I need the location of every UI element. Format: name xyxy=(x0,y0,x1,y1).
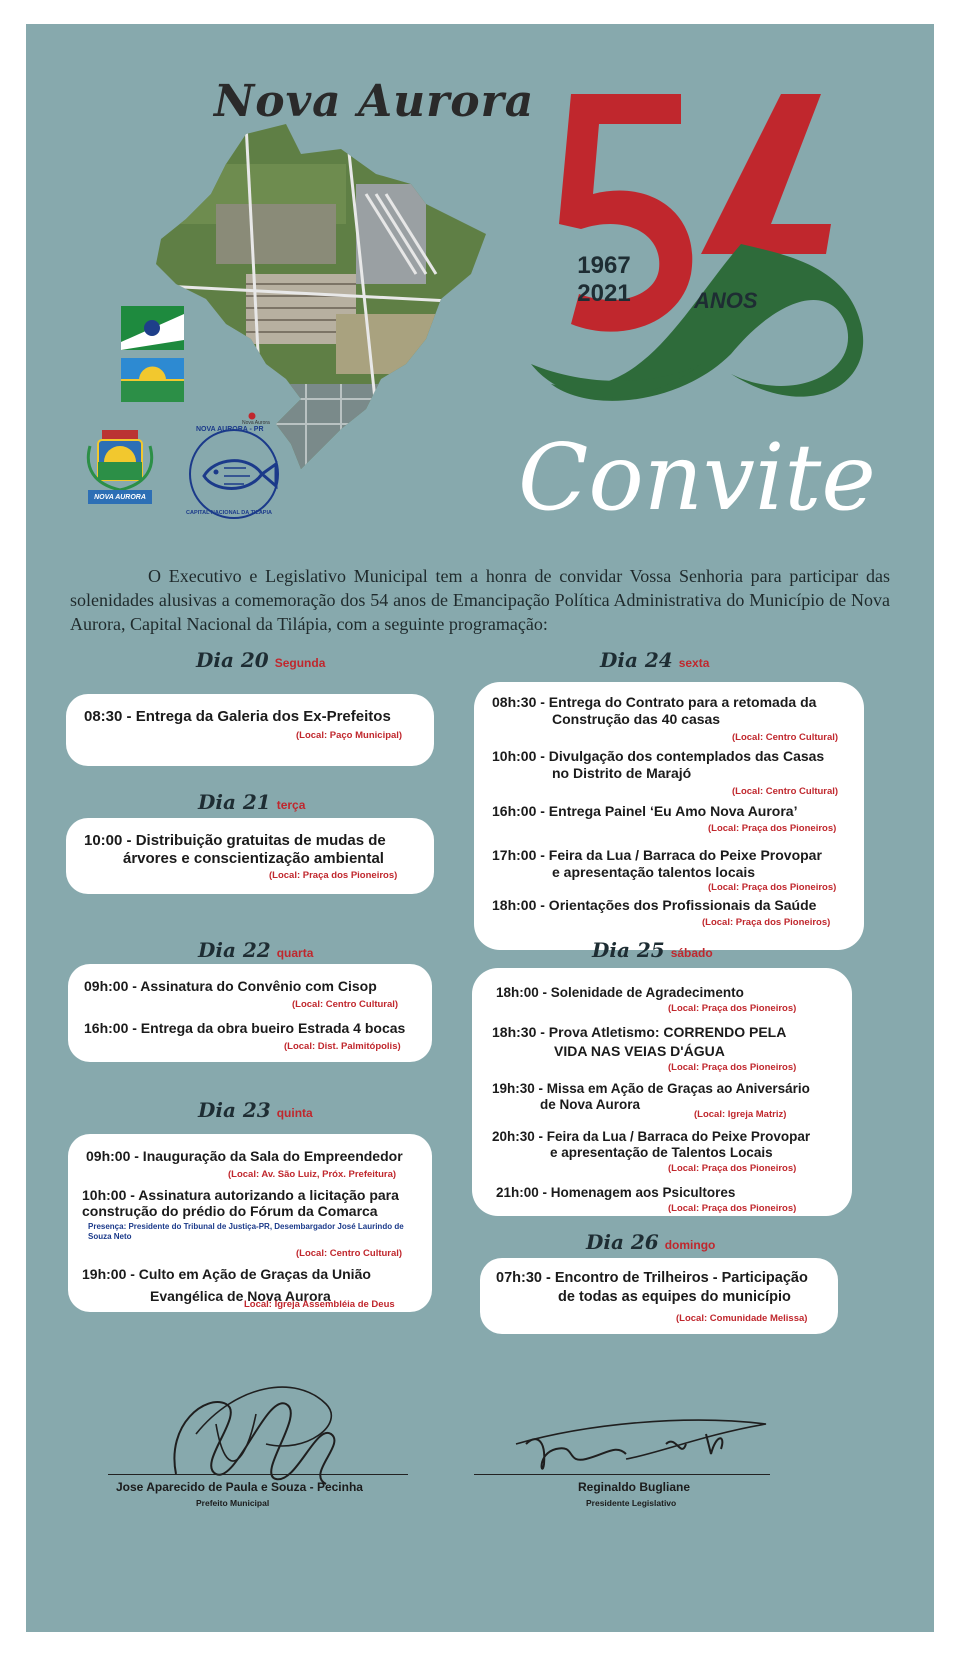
event-text-line1: 18h:30 - Prova Atletismo: CORRENDO PELA xyxy=(492,1024,787,1040)
event-text-line1: 08h:30 - Entrega do Contrato para a retomada da xyxy=(492,694,817,710)
event-location: (Local: Praça dos Pioneiros) xyxy=(668,1203,797,1214)
event-text-line2: Construção das 40 casas xyxy=(552,711,721,727)
event-text: 09h:00 - Inauguração da Sala do Empreendedor xyxy=(86,1148,403,1164)
event-location: (Local: Igreja Matriz) xyxy=(694,1109,787,1120)
weekday-label: Segunda xyxy=(274,656,326,670)
president-signature-icon xyxy=(506,1404,776,1484)
event-text-line1: 10h:00 - Divulgação dos contemplados das Casas xyxy=(492,748,825,764)
event-location: (Local: Praça dos Pioneiros) xyxy=(668,1163,797,1174)
tilapia-logo-icon xyxy=(184,424,284,524)
day-label: Dia 23 xyxy=(198,1098,271,1122)
parana-flag-icon xyxy=(121,306,184,350)
day-label: Dia 20 xyxy=(196,648,269,672)
weekday-label: sábado xyxy=(670,946,713,960)
event-text-line2: construção do prédio do Fórum da Comarca xyxy=(82,1203,378,1219)
event-text-line1: 10:00 - Distribuição gratuitas de mudas de xyxy=(84,832,386,849)
event-text: 21h:00 - Homenagem aos Psicultores xyxy=(496,1185,736,1200)
start-year: 1967 xyxy=(577,252,631,279)
day-26-heading xyxy=(586,1230,715,1254)
event-text-line1: 07h:30 - Encontro de Trilheiros - Participação xyxy=(496,1270,808,1286)
event-text: 16h:00 - Entrega da obra bueiro Estrada 4 bocas xyxy=(84,1020,406,1036)
mayor-role: Prefeito Municipal xyxy=(196,1498,270,1508)
day-25-heading xyxy=(592,938,713,962)
event-location: (Local: Praça dos Pioneiros) xyxy=(668,1003,797,1014)
map-pin-label: Nova Aurora xyxy=(242,420,270,426)
president-signature-line xyxy=(474,1474,770,1475)
event-text-line1: 20h:30 - Feira da Lua / Barraca do Peixe Provopar xyxy=(492,1129,811,1144)
day-23-heading xyxy=(198,1098,313,1122)
event-text-line2: no Distrito de Marajó xyxy=(552,765,692,781)
event-location: (Local: Praça dos Pioneiros) xyxy=(708,882,837,893)
mayor-name: Jose Aparecido de Paula e Souza - Pecinha xyxy=(116,1480,363,1494)
event-text-line2: de todas as equipes do município xyxy=(558,1289,791,1305)
day-label: Dia 21 xyxy=(198,790,271,814)
event-text-line2: e apresentação talentos locais xyxy=(552,864,756,880)
weekday-label: terça xyxy=(276,798,306,812)
event-text-line2: de Nova Aurora xyxy=(540,1097,641,1112)
event-text: 16h:00 - Entrega Painel ‘Eu Amo Nova Aurora’ xyxy=(492,803,798,819)
day-21-heading xyxy=(198,790,305,814)
event-location: (Local: Comunidade Melissa) xyxy=(676,1313,808,1324)
crest-label: NOVA AURORA xyxy=(94,494,146,501)
day-23-card xyxy=(68,1134,432,1312)
nova-aurora-flag-icon xyxy=(121,358,184,402)
day-24-heading xyxy=(600,648,709,672)
end-year: 2021 xyxy=(577,280,631,307)
weekday-label: domingo xyxy=(664,1238,716,1252)
event-location: (Local: Praça dos Pioneiros) xyxy=(708,823,837,834)
president-role: Presidente Legislativo xyxy=(586,1498,677,1508)
day-22-heading xyxy=(198,938,313,962)
day-21-card xyxy=(66,818,434,894)
event-text: 18h:00 - Solenidade de Agradecimento xyxy=(496,985,744,1000)
event-location: (Local: Praça dos Pioneiros) xyxy=(702,917,831,928)
event-note: Presença: Presidente do Tribunal de Justiça-PR, Desembargador José Laurindo de Souza Neto xyxy=(88,1222,404,1241)
town-title: Nova Aurora xyxy=(214,76,535,127)
event-text-line2: e apresentação de Talentos Locais xyxy=(550,1145,773,1160)
event-text: 18h:00 - Orientações dos Profissionais da Saúde xyxy=(492,897,817,913)
event-location: (Local: Centro Cultural) xyxy=(292,999,399,1010)
invitation-poster xyxy=(26,24,934,1632)
event-text-line1: 10h:00 - Assinatura autorizando a licitação para xyxy=(82,1187,399,1203)
weekday-label: sexta xyxy=(678,656,710,670)
day-22-card xyxy=(68,964,432,1062)
day-20-heading xyxy=(196,648,325,672)
event-text-line1: 17h:00 - Feira da Lua / Barraca do Peixe Provopar xyxy=(492,847,822,863)
day-24-card xyxy=(474,682,864,950)
event-location: (Local: Av. São Luiz, Próx. Prefeitura) xyxy=(228,1169,397,1180)
anos-label: ANOS xyxy=(694,288,758,313)
day-label: Dia 25 xyxy=(592,938,665,962)
event-text-line2: árvores e conscientização ambiental xyxy=(123,850,384,867)
event-location: (Local: Praça dos Pioneiros) xyxy=(269,870,398,881)
event-location: Local: Igreja Assembléia de Deus xyxy=(244,1299,395,1310)
weekday-label: quarta xyxy=(276,946,314,960)
day-label: Dia 24 xyxy=(600,648,673,672)
event-text-line2: Evangélica de Nova Aurora xyxy=(150,1288,331,1304)
day-label: Dia 26 xyxy=(586,1230,659,1254)
event-text-line2: VIDA NAS VEIAS D'ÁGUA xyxy=(554,1043,725,1059)
event-location: (Local: Praça dos Pioneiros) xyxy=(668,1062,797,1073)
event-location: (Local: Centro Cultural) xyxy=(732,732,839,743)
event-text: 09h:00 - Assinatura do Convênio com Cisop xyxy=(84,978,377,994)
event-location: (Local: Centro Cultural) xyxy=(732,786,839,797)
day-25-card xyxy=(472,968,852,1216)
event-text: 08:30 - Entrega da Galeria dos Ex-Prefeitos xyxy=(84,708,391,725)
event-text-line1: 19h:30 - Missa em Ação de Graças ao Aniversário xyxy=(492,1081,810,1096)
day-20-card xyxy=(66,694,434,766)
president-name: Reginaldo Bugliane xyxy=(578,1480,691,1494)
day-label: Dia 22 xyxy=(198,938,271,962)
convite-title: Convite xyxy=(518,424,876,531)
event-text-line1: 19h:00 - Culto em Ação de Graças da União xyxy=(82,1266,371,1282)
weekday-label: quinta xyxy=(276,1106,313,1120)
event-location: (Local: Dist. Palmitópolis) xyxy=(284,1041,401,1052)
event-location: (Local: Paço Municipal) xyxy=(296,730,403,741)
map-pin-icon xyxy=(249,413,256,420)
fish-logo-bottom-text: CAPITAL NACIONAL DA TILÁPIA xyxy=(186,510,272,516)
day-26-card xyxy=(480,1258,838,1334)
fish-logo-top-text: NOVA AURORA - PR xyxy=(196,426,264,433)
mayor-signature-line xyxy=(108,1474,408,1475)
intro-paragraph: O Executivo e Legislativo Municipal tem a honra de convidar Vossa Senhoria para participar das solenidades alusivas a comemoração dos 54 anos de Emancipação Política Administrativa do Município de Nova Aurora, Capital Nacional da Tilápia, com a seguinte programação: xyxy=(70,566,890,634)
event-location: (Local: Centro Cultural) xyxy=(296,1248,403,1259)
